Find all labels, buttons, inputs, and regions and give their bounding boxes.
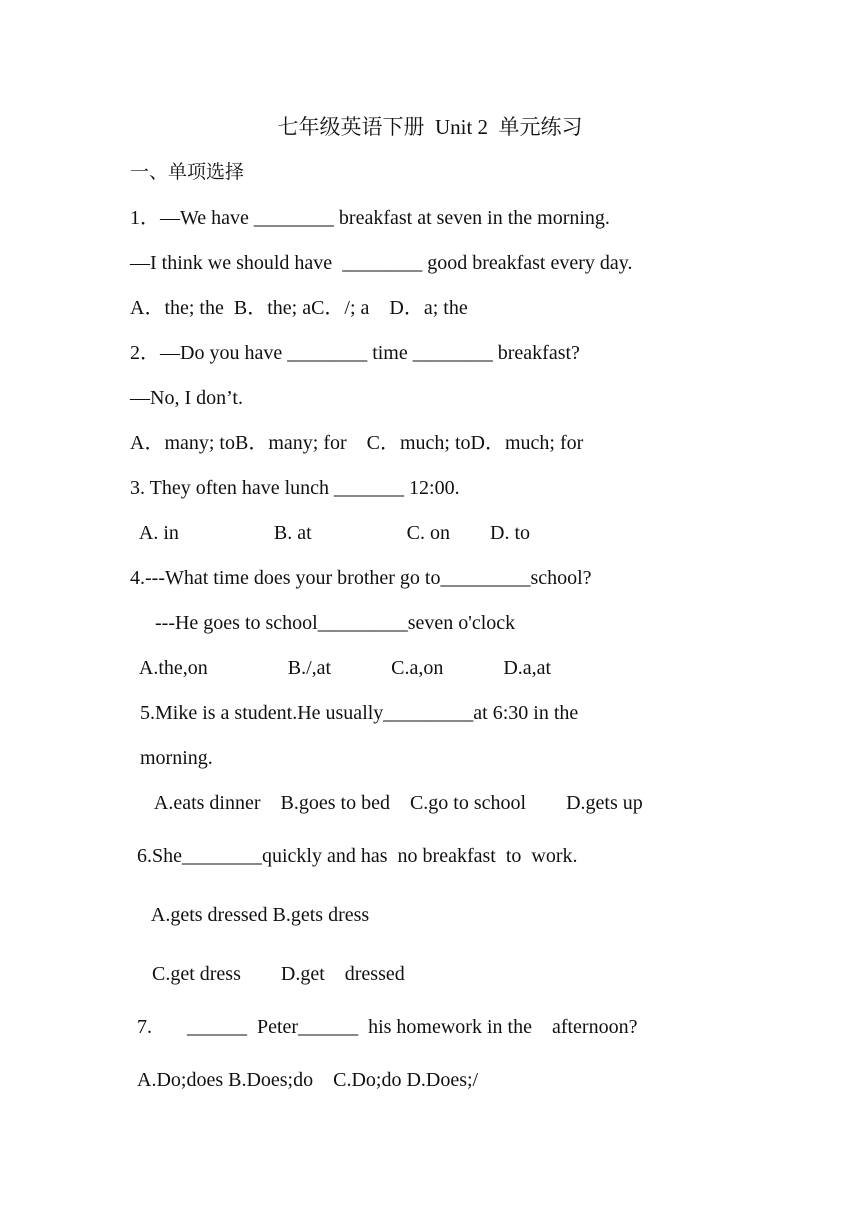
question-2-options: A．many; toB．many; for C．much; toD．much; for [130,432,584,454]
question-1-options: A．the; the B．the; aC．/; a D．a; the [130,297,468,319]
question-6-options-cd: C.get dress D.get dressed [137,963,405,985]
question-7-stem: 7. ______ Peter______ his homework in the afternoon? [137,1016,638,1038]
page-title: 七年级英语下册 Unit 2 单元练习 [277,115,583,139]
question-2-stem: 2．—Do you have ________ time ________ breakfast? [130,342,580,364]
question-5-stem-cont: morning. [130,747,213,769]
question-2-reply: —No, I don’t. [130,387,243,409]
question-1-stem: 1．—We have ________ breakfast at seven in the morning. [130,207,610,229]
question-5-stem: 5.Mike is a student.He usually_________at 6:30 in the [130,702,579,724]
question-3-options: A. in B. at C. on D. to [130,522,531,544]
question-6-options-ab: A.gets dressed B.gets dress [137,904,370,926]
question-5-options: A.eats dinner B.goes to bed C.go to school D.gets up [130,792,643,814]
question-1-reply: —I think we should have ________ good breakfast every day. [130,252,633,274]
question-6-stem: 6.She________quickly and has no breakfast to work. [137,845,578,867]
question-4-options: A.the,on B./,at C.a,on D.a,at [130,657,552,679]
section-heading: 一、单项选择 [130,161,245,183]
question-3-stem: 3. They often have lunch _______ 12:00. [130,477,460,499]
question-4-stem: 4.---What time does your brother go to_________school? [130,567,592,589]
question-7-options: A.Do;does B.Does;do C.Do;do D.Does;/ [137,1069,479,1091]
question-4-reply: ---He goes to school_________seven o'clock [130,612,516,634]
